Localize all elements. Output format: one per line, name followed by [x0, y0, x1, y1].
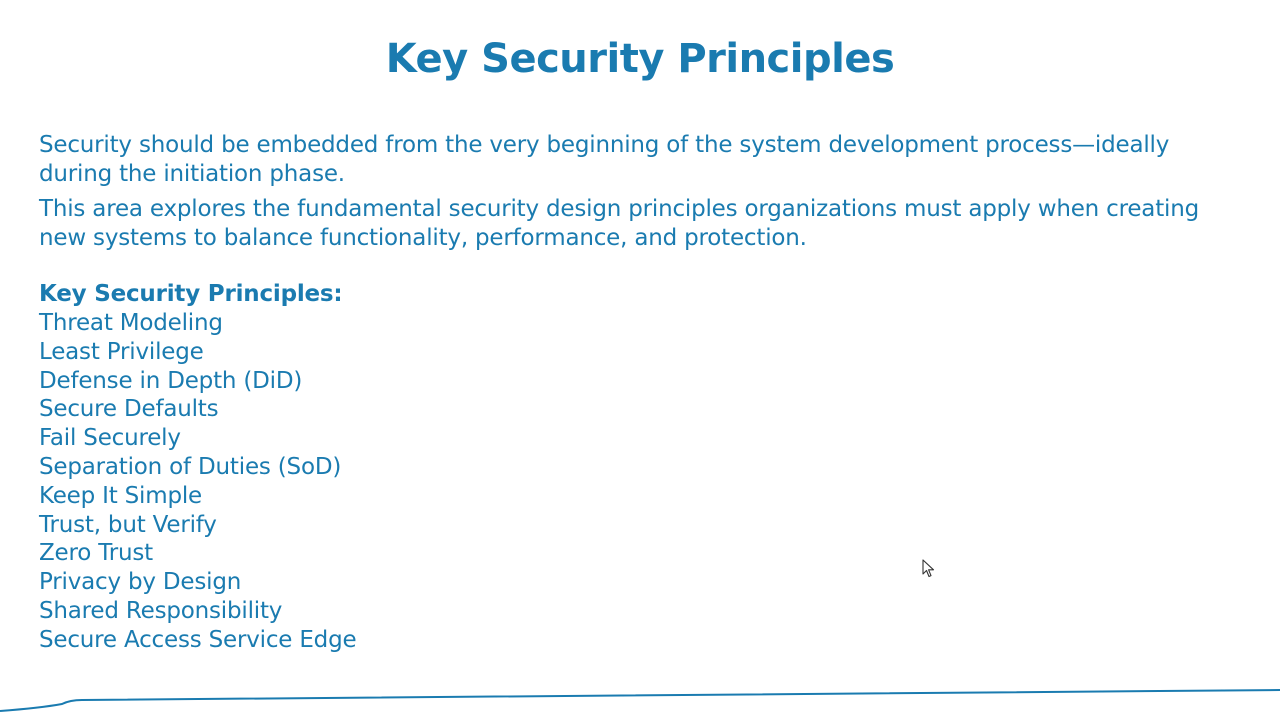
principle-item: Keep It Simple: [39, 482, 202, 509]
intro-paragraph-2: This area explores the fundamental security design principles organizations must apply when creating new systems to balance functionality, performance, and protection.: [39, 196, 1199, 251]
principle-item: Threat Modeling: [39, 310, 223, 336]
principle-item: Zero Trust: [39, 540, 153, 567]
intro-paragraph-1: Security should be embedded from the very beginning of the system development process—ideally during the initiation phase.: [39, 132, 1170, 187]
principle-item: Secure Access Service Edge: [39, 626, 357, 653]
slide-title: Key Security Principles: [385, 36, 895, 82]
footer-accent-line: [0, 680, 1280, 720]
principle-item: Privacy by Design: [39, 569, 242, 596]
principle-item: Trust, but Verify: [39, 511, 217, 538]
principle-item: Least Privilege: [39, 338, 204, 365]
principle-item: Secure Defaults: [39, 396, 219, 423]
principles-list: [39, 309, 1239, 655]
principle-item: Fail Securely: [39, 425, 181, 452]
mouse-pointer-icon: [922, 559, 936, 579]
principle-item: Defense in Depth (DiD): [39, 367, 303, 394]
principles-heading: Key Security Principles:: [39, 281, 343, 307]
principle-item: Shared Responsibility: [39, 597, 283, 624]
slide-body: [39, 131, 1239, 655]
principle-item: Separation of Duties (SoD): [39, 453, 342, 480]
